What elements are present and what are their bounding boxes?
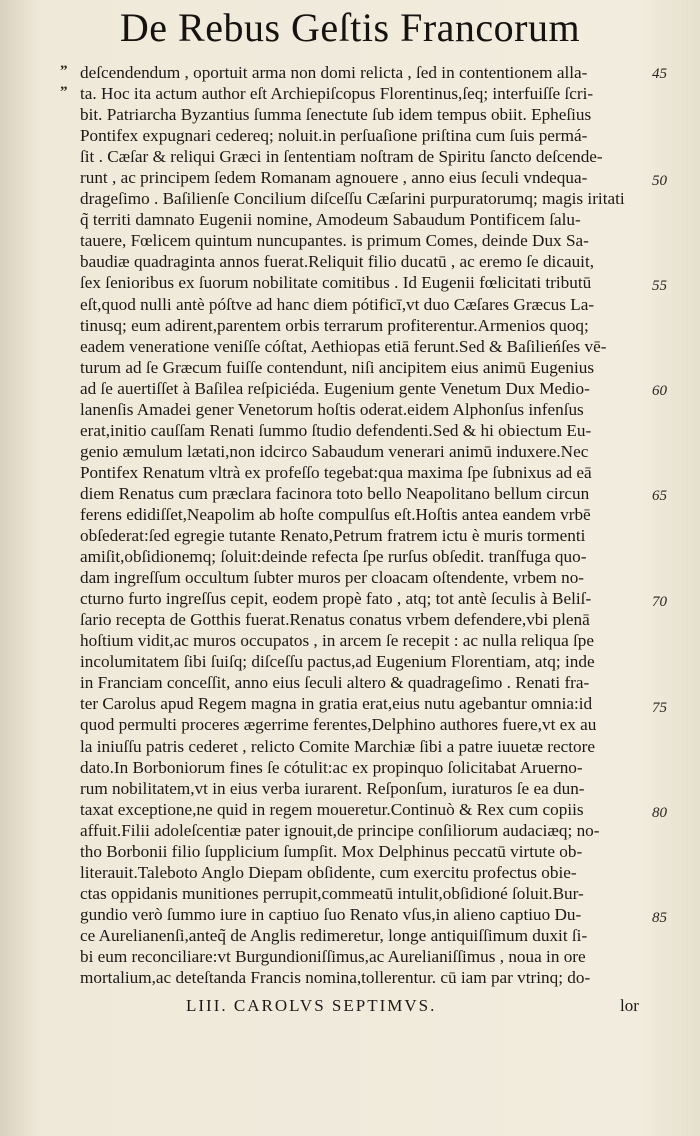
margin-line-number: 70 — [652, 594, 667, 610]
text-line: bi eum reconciliare:vt Burgundioniſſimus,ac Aurelianiſſimus , noua in ore — [80, 946, 586, 966]
text-line: baudiæ quadraginta annos fuerat.Reliquit filio ducatū , ac eremo ſe dicauit, — [80, 252, 595, 272]
text-line: tinusq; eum adirent,parentem orbis terrarum profiterentur.Armenios quoq; — [80, 315, 589, 335]
text-line: erat,initio cauſſam Renati ſummo ſtudio defendenti.Sed & hi obiectum Eu- — [80, 420, 592, 440]
text-line: runt , ac principem ſedem Romanam agnouere , anno eius ſeculi vndequa- — [80, 168, 588, 188]
quote-mark: ” — [60, 63, 68, 79]
text-line: quod permulti proceres ægerrime ferentes,Delphino authores fuere,vt ex au — [80, 715, 597, 735]
signature-mark: LIII. CAROLVS SEPTIMVS. — [186, 996, 437, 1015]
margin-line-number: 55 — [652, 278, 667, 294]
text-line: lanenſis Amadei gener Venetorum hoſtis oderat.eidem Alphonſus infenſus — [80, 399, 584, 419]
text-line: ta. Hoc ita actum author eſt Archiepiſcopus Florentinus,ſeq; interfuiſſe ſcri- — [80, 84, 594, 104]
text-line: literauit.Taleboto Anglo Diepam obſidente, cum exercitu profectus obie- — [80, 862, 577, 882]
text-line: tauere, Fœlicem quintum nuncupantes. is primum Comes, deinde Dux Sa- — [80, 231, 589, 251]
text-line: genio æmulum lætati,non idcirco Sabaudum venerari animū induxere.Nec — [80, 441, 589, 461]
text-line: ad ſe auertiſſet à Baſilea reſpiciéda. Eugenium gente Venetum Dux Medio- — [80, 378, 590, 398]
catchword: lor — [620, 996, 639, 1015]
text-line: bit. Patriarcha Byzantius ſumma ſenectute ſub idem tempus obiit. Epheſius — [80, 105, 592, 125]
quote-mark: ” — [60, 84, 68, 100]
text-line: rum nobilitatem,vt in eius verba iurarent. Reſponſum, iuraturos ſe ea dun- — [80, 778, 585, 798]
body-text — [80, 62, 650, 988]
text-line: ter Carolus apud Regem magna in gratia erat,eius nutu agebantur omnia:id — [80, 694, 593, 714]
margin-line-number: 80 — [652, 805, 667, 821]
margin-line-number: 75 — [652, 700, 667, 716]
margin-line-number: 45 — [652, 66, 667, 82]
text-line: cturno furto ingreſſus cepit, eodem propè fato , atq; tot antè ſeculis à Beliſ- — [80, 589, 592, 609]
text-line: diem Renatus cum præclara facinora toto bello Neapolitano bellum circun — [80, 483, 590, 503]
text-line: obſederat:ſed egregie tutante Renato,Petrum fratrem ictu è muris tormenti — [80, 526, 586, 546]
page-title: De Rebus Geſtis Francorum — [119, 5, 581, 50]
text-line: ctas oppidanis munitiones perrupit,commeatū intulit,obſidioné ſoluit.Bur- — [80, 883, 584, 903]
margin-line-number: 60 — [652, 383, 667, 399]
text-line: tho Borbonii filio ſupplicium ſumpſit. Mox Delphinus peccatū virtute ob- — [80, 841, 583, 861]
margin-line-number: 50 — [652, 173, 667, 189]
text-line: deſcendendum , oportuit arma non domi relicta , ſed in contentionem alla- — [80, 63, 588, 82]
text-line: q̃ territi damnato Eugenii nomine, Amodeum Sabaudum Pontificem ſalu- — [80, 210, 581, 230]
margin-line-number: 85 — [652, 910, 667, 926]
text-line: ſex ſenioribus ex ſuorum nobilitate comitibus . Id Eugenii fœlicitati tributū — [80, 273, 592, 293]
text-line: ce Aurelianenſi,anteq̃ de Anglis redimeretur, longe antiquiſſimum duxit ſi- — [80, 925, 588, 945]
text-line: eſt,quod nulli antè póſtve ad hanc diem pótificī,vt duo Cæſares Græcus La- — [80, 294, 595, 314]
margin-line-number: 65 — [652, 488, 667, 504]
text-line: ſit . Cæſar & reliqui Græci in ſententiam noſtram de Spiritu ſancto deſcende- — [80, 147, 603, 167]
text-line: mortalium,ac deteſtanda Francis nomina,tollerentur. cū iam par vtrinq; do- — [80, 968, 591, 988]
text-line: dam ingreſſum occultum ſubter muros per cloacam oſtendente, vrbem no- — [80, 568, 585, 588]
text-line: drageſimo . Baſilienſe Concilium diſceſſu Cæſarini purpuratorumq; magis iritati — [80, 189, 625, 209]
text-line: gundio verò ſummo iure in captiuo ſuo Renato vſus,in alieno captiuo Du- — [80, 904, 582, 924]
text-line: affuit.Filii adoleſcentiæ pater ignouit,de principe conſiliorum audaciæq; no- — [80, 820, 600, 840]
text-line: incolumitatem ſibi ſuiſq; diſceſſu pactus,ad Eugenium Florentiam, atq; inde — [80, 652, 595, 672]
text-line: la iniuſſu patris cederet , relicto Comite Marchiæ ſibi a patre iuuetæ rectore — [80, 736, 595, 756]
page-footer — [0, 996, 700, 1020]
text-line: turum ad ſe Græcum fuiſſe contendunt, niſi ancipitem eius animū Eugenius — [80, 357, 595, 377]
text-line: taxat exceptione,ne quid in regem moueretur.Continuò & Rex cum copiis — [80, 799, 584, 819]
text-line: dato.In Borboniorum fines ſe cótulit:ac ex propinquo ſolicitabat Aruerno- — [80, 757, 583, 777]
text-line: hoſtium vidit,ac muros occupatos , in arcem ſe recepit : ac nulla reliqua ſpe — [80, 631, 595, 651]
text-line: Pontifex expugnari cedereq; noluit.in perſuaſione priſtina cum ſuis permá- — [80, 126, 588, 146]
text-line: in Franciam conceſſit, anno eius ſeculi altero & quadrageſimo . Renati fra- — [80, 673, 590, 693]
text-line: ferens edidiſſet,Neapolim ab hoſte compulſus eſt.Hoſtis antea eandem vrbē — [80, 504, 591, 524]
text-line: eadem veneratione veniſſe cóſtat, Aethiopas etiā ferunt.Sed & Baſilieńſes vē- — [80, 336, 607, 356]
text-line: amiſit,obſidionemq; ſoluit:deinde refecta ſpe rurſus obſedit. tranſfuga quo- — [80, 547, 587, 567]
text-line: ſario recepta de Gotthis fuerat.Renatus conatus vrbem defendere,vbi plenā — [80, 610, 590, 630]
text-line: Pontifex Renatum vltrà ex profeſſo tegebat:qua maxima ſpe ſubnixus ad eā — [80, 462, 592, 482]
